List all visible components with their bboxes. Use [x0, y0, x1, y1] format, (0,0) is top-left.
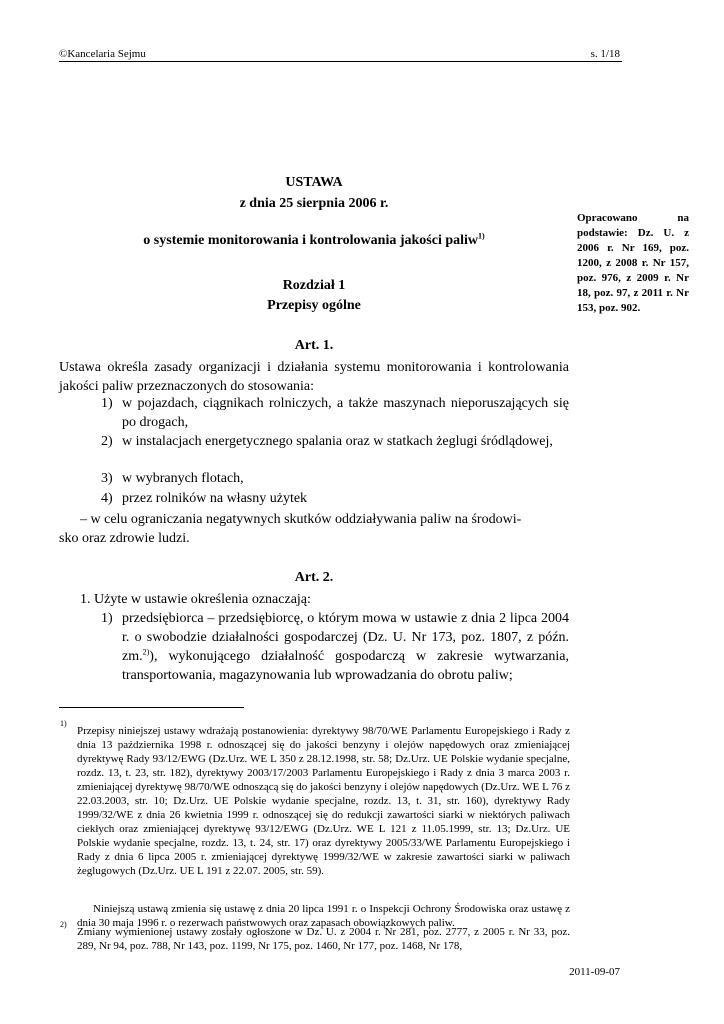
act-date: z dnia 25 sierpnia 2006 r.	[239, 196, 389, 211]
list-item	[101, 432, 569, 451]
footnote-divider	[59, 707, 244, 708]
list-item-number: 1)	[101, 396, 113, 411]
article-2-paragraph-1: 1. Użyte w ustawie określenia oznaczają:	[80, 592, 311, 607]
list-item	[101, 394, 569, 432]
article-1-intro: Ustawa określa zasady organizacji i działania systemu monitorowania i kontrolowania jakości paliw przeznaczonych do stosowania:	[59, 360, 569, 394]
list-item-number: 1)	[101, 611, 113, 626]
footnote-1-text: Przepisy niniejszej ustawy wdrażają postanowienia: dyrektywy 98/70/WE Parlamentu Europejskiego i Rady z dnia 13 października 1998 r. odnoszącej się do jakości benzyny i olejów napędowych oraz zmieniającej dyrektywę Rady 93/12/EWG (Dz.Urz. WE L 350 z 28.12.1998, str. 58; Dz.Urz. UE Polskie wydanie specjalne, rozdz. 13, t. 23, str. 182), dyrektywy 2003/17/2003 Parlamentu Europejskiego i Rady z dnia 3 marca 2003 r. zmieniającej dyrektywę 98/70/WE odnoszącą się do jakości benzyny i olejów napędowych (Dz.Urz. WE L 76 z 22.03.2003, str. 10; Dz.Urz. UE Polskie wydanie specjalne, rozdz. 13, t. 31, str. 160), dyrektywy Rady 1999/32/WE z dnia 26 kwietnia 1999 r. odnoszącej się do redukcji zawartości siarki w niektórych paliwach ciekłych oraz zmieniającej dyrektywę 93/12/EWG (Dz.Urz. WE L 121 z 11.05.1999, str. 13; Dz.Urz. UE Polskie wydanie specjalne, rozdz. 13, t. 24, str. 17) oraz dyrektywy 2005/33/WE Parlamentu Europejskiego i Rady z dnia 6 lipca 2005 r. zmieniającej dyrektywę 1999/32/WE w zakresie zawartości siarki w paliwach żeglugowych (Dz.Urz. UE L 191 z 22.07. 2005, str. 59).	[77, 725, 570, 877]
footnote-ref-1: 1)	[478, 231, 485, 241]
footnote-1-continuation: Niniejszą ustawą zmienia się ustawę z dnia 20 lipca 1991 r. o Inspekcji Ochrony Środowiska oraz ustawę z dnia 30 maja 1996 r. o rezerwach państwowych oraz zapasach obowiązkowych paliw.	[77, 903, 570, 929]
chapter-number: Rozdział 1	[282, 278, 346, 293]
header-source: ©Kancelaria Sejmu	[59, 48, 146, 60]
list-item	[101, 489, 569, 508]
list-item-text: przez rolników na własny użytek	[122, 491, 308, 506]
footer-date: 2011-09-07	[569, 966, 620, 978]
chapter-title: Przepisy ogólne	[267, 298, 361, 313]
footnote-2: 2) Zmiany wymienionej ustawy zostały ogłoszone w Dz. U. z 2004 r. Nr 281, poz. 2777, z 2005 r. Nr 33, poz. 289, Nr 94, poz. 788, Nr 143, poz. 1199, Nr 175, poz. 1460, Nr 177, poz. 1468, Nr 178,	[60, 920, 570, 952]
article-2-heading: Art. 2.	[294, 570, 334, 585]
list-item	[101, 469, 569, 488]
act-subject-text: o systemie monitorowania i kontrolowania jakości paliw	[143, 233, 479, 248]
article-1-heading: Art. 1.	[294, 338, 334, 353]
article-1-purpose-line-2: sko oraz zdrowie ludzi.	[59, 531, 190, 546]
header-divider	[59, 61, 622, 62]
list-item-text: w pojazdach, ciągnikach rolniczych, a także maszynach nieporuszających się po drogach,	[122, 396, 569, 430]
definition-item	[101, 609, 569, 685]
page-number: s. 1/18	[590, 48, 620, 60]
definition-text-a: przedsiębiorca – przedsiębiorcę, o którym mowa w ustawie z dnia 2 lipca 2004 r. o swobodzie działalności gospodarczej (Dz. U. Nr 173, poz. 1807, z późn. zm.	[122, 611, 569, 664]
list-item-number: 3)	[101, 471, 113, 486]
footnote-2-text: Zmiany wymienionej ustawy zostały ogłoszone w Dz. U. z 2004 r. Nr 281, poz. 2777, z 2005 r. Nr 33, poz. 289, Nr 94, poz. 788, Nr 143, poz. 1199, Nr 175, poz. 1460, Nr 177, poz. 1468, Nr 178,	[77, 926, 570, 952]
list-item-number: 2)	[101, 434, 113, 449]
list-item-text: w instalacjach energetycznego spalania oraz w statkach żeglugi śródlądowej,	[122, 434, 553, 449]
act-subject	[59, 233, 569, 249]
source-note: Opracowano na podstawie: Dz. U. z 2006 r. Nr 169, poz. 1200, z 2008 r. Nr 157, poz. 976, z 2009 r. Nr 18, poz. 97, z 2011 r. Nr 153, poz. 902.	[577, 212, 689, 314]
list-item-number: 4)	[101, 491, 113, 506]
act-title: USTAWA	[285, 175, 343, 190]
footnote-ref-2: 2)	[142, 647, 150, 657]
definition-text-b: ), wykonującego działalność gospodarczą w zakresie wytwarzania, transportowania, magazynowania lub wprowadzania do obrotu paliw;	[122, 649, 569, 683]
article-1-purpose-line-1: – w celu ograniczania negatywnych skutków oddziaływania paliw na środowi-	[80, 512, 522, 527]
list-item-text: w wybranych flotach,	[122, 471, 244, 486]
footnote-1: 1) Przepisy niniejszej ustawy wdrażają postanowienia: dyrektywy 98/70/WE Parlamentu Europejskiego i Rady z dnia 13 października 1998 r. odnoszącej się do jakości benzyny i olejów napędowych oraz zmieniającej dyrektywę Rady 93/12/EWG (Dz.Urz. WE L 350 z 28.12.1998, str. 58; Dz.Urz. UE Polskie wydanie specjalne, rozdz. 13, t. 23, str. 182), dyrektywy 2003/17/2003 Parlamentu Europejskiego i Rady z dnia 3 marca 2003 r. zmieniającej dyrektywę 98/70/WE odnoszącą się do jakości benzyny i olejów napędowych (Dz.Urz. WE L 76 z 22.03.2003, str. 10; Dz.Urz. UE Polskie wydanie specjalne, rozdz. 13, t. 31, str. 160), dyrektywy Rady 1999/32/WE z dnia 26 kwietnia 1999 r. odnoszącej się do redukcji zawartości siarki w niektórych paliwach ciekłych oraz zmieniającej dyrektywę 93/12/EWG (Dz.Urz. WE L 121 z 11.05.1999, str. 13; Dz.Urz. UE Polskie wydanie specjalne, rozdz. 13, t. 24, str. 17) oraz dyrektywy 2005/33/WE Parlamentu Europejskiego i Rady z dnia 6 lipca 2005 r. zmieniającej dyrektywę 1999/32/WE w zakresie zawartości siarki w paliwach żeglugowych (Dz.Urz. UE L 191 z 22.07. 2005, str. 59).	[60, 719, 570, 877]
